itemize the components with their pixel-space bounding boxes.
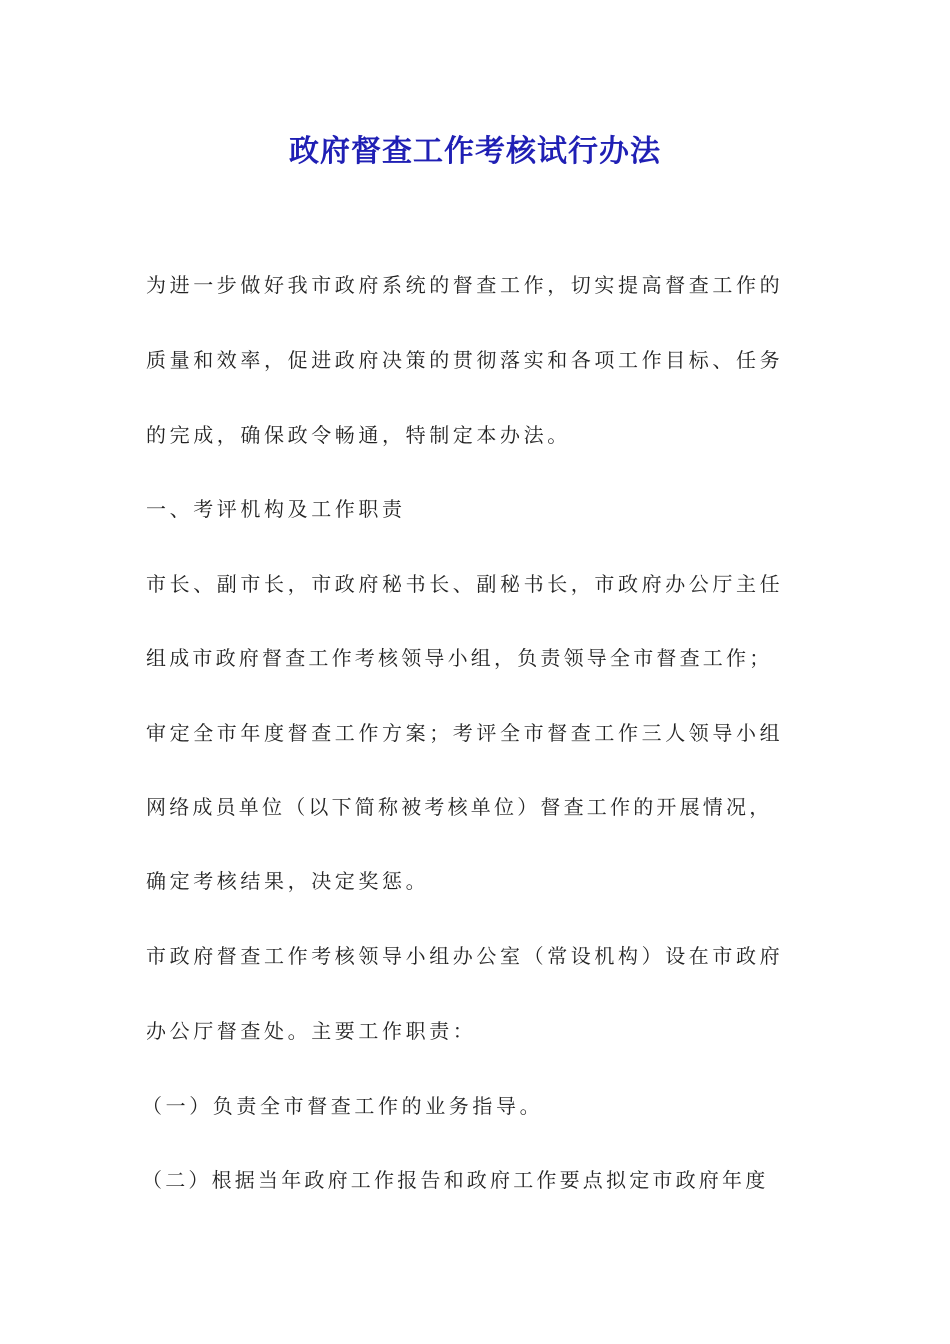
- body-line: 的完成，确保政令畅通，特制定本办法。: [146, 423, 571, 447]
- list-item: （二）根据当年政府工作报告和政府工作要点拟定市政府年度: [142, 1168, 769, 1192]
- body-line: 质量和效率，促进政府决策的贯彻落实和各项工作目标、任务: [146, 348, 784, 372]
- document-title: 政府督查工作考核试行办法: [289, 134, 661, 169]
- section-heading: 一、考评机构及工作职责: [146, 497, 406, 521]
- body-line: 网络成员单位（以下简称被考核单位）督查工作的开展情况，: [146, 795, 773, 819]
- list-item: （一）负责全市督查工作的业务指导。: [142, 1094, 544, 1118]
- body-line: 市长、副市长，市政府秘书长、副秘书长，市政府办公厅主任: [146, 572, 784, 596]
- body-line: 为进一步做好我市政府系统的督查工作，切实提高督查工作的: [146, 273, 784, 297]
- body-line: 确定考核结果，决定奖惩。: [146, 869, 430, 893]
- body-line: 办公厅督查处。主要工作职责：: [146, 1019, 477, 1043]
- body-line: 审定全市年度督查工作方案；考评全市督查工作三人领导小组: [146, 721, 784, 745]
- body-line: 市政府督查工作考核领导小组办公室（常设机构）设在市政府: [146, 944, 784, 968]
- body-line: 组成市政府督查工作考核领导小组，负责领导全市督查工作；: [146, 646, 773, 670]
